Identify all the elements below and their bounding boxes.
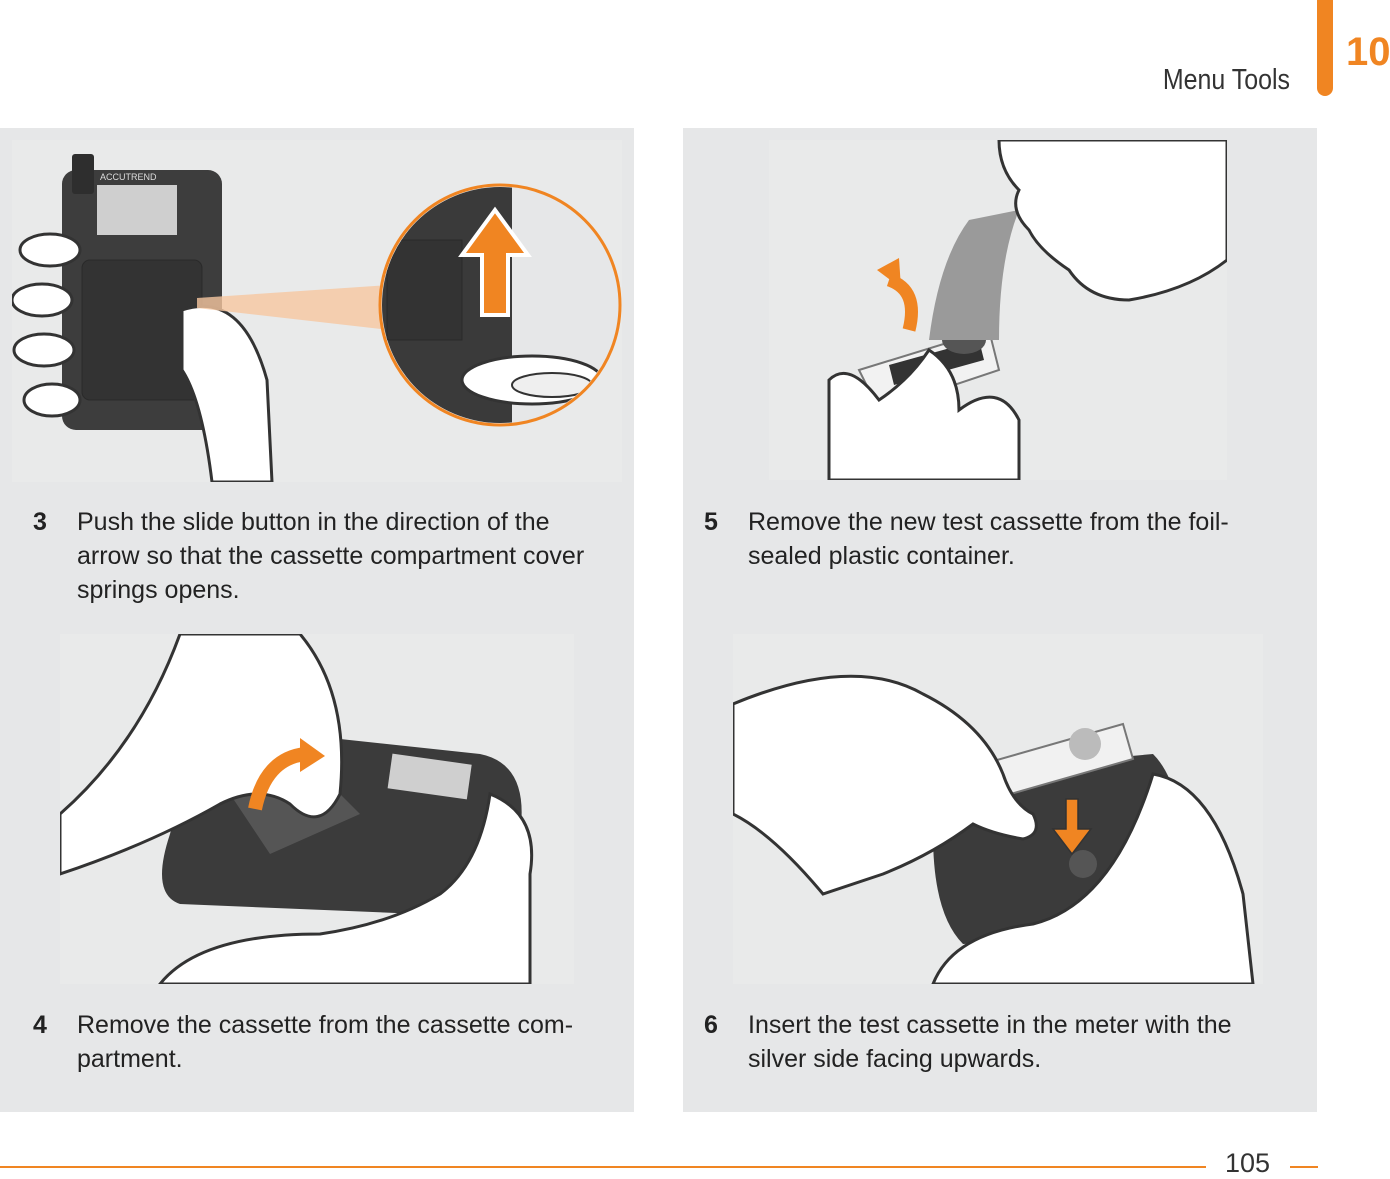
- step-number: 6: [704, 1011, 718, 1039]
- step-text: [748, 505, 1229, 573]
- step-text-line: Insert the test cassette in the meter with the: [748, 1011, 1232, 1039]
- step-number: 4: [33, 1011, 47, 1039]
- step-text: [748, 1008, 1232, 1076]
- right-instruction-panel: [683, 128, 1317, 1112]
- step-text-line: Remove the new test cassette from the foil-: [748, 508, 1229, 536]
- footer-rule-left: [0, 1166, 1206, 1168]
- section-title: Menu Tools: [1162, 64, 1290, 96]
- chapter-number: 10: [1346, 30, 1390, 74]
- device-brand-label: ACCUTREND: [100, 172, 157, 182]
- illustration-slide-button: [12, 140, 622, 482]
- footer-rule-right: [1290, 1166, 1318, 1168]
- step-text-line: Push the slide button in the direction of the: [77, 508, 550, 536]
- step-text: [77, 505, 584, 607]
- chapter-tab-marker: [1317, 0, 1333, 96]
- step-6-instruction: [704, 1008, 1294, 1083]
- step-text-line: silver side facing upwards.: [748, 1045, 1042, 1073]
- step-number: 3: [33, 508, 47, 536]
- step-text-line: sealed plastic container.: [748, 542, 1015, 570]
- illustration-insert-cassette: [733, 634, 1263, 984]
- step-3-instruction: [33, 505, 613, 615]
- step-text-line: Remove the cassette from the cassette com-: [77, 1011, 574, 1039]
- step-4-instruction: [33, 1008, 613, 1083]
- left-instruction-panel: [0, 128, 634, 1112]
- step-text-line: partment.: [77, 1045, 183, 1073]
- step-5-instruction: [704, 505, 1294, 580]
- step-text-line: springs opens.: [77, 576, 240, 604]
- page-number: 105: [1225, 1148, 1271, 1178]
- illustration-remove-cassette: [60, 634, 574, 984]
- step-text: [77, 1008, 573, 1076]
- illustration-foil-container: [769, 140, 1227, 480]
- step-number: 5: [704, 508, 718, 536]
- step-text-line: arrow so that the cassette compartment cover: [77, 542, 585, 570]
